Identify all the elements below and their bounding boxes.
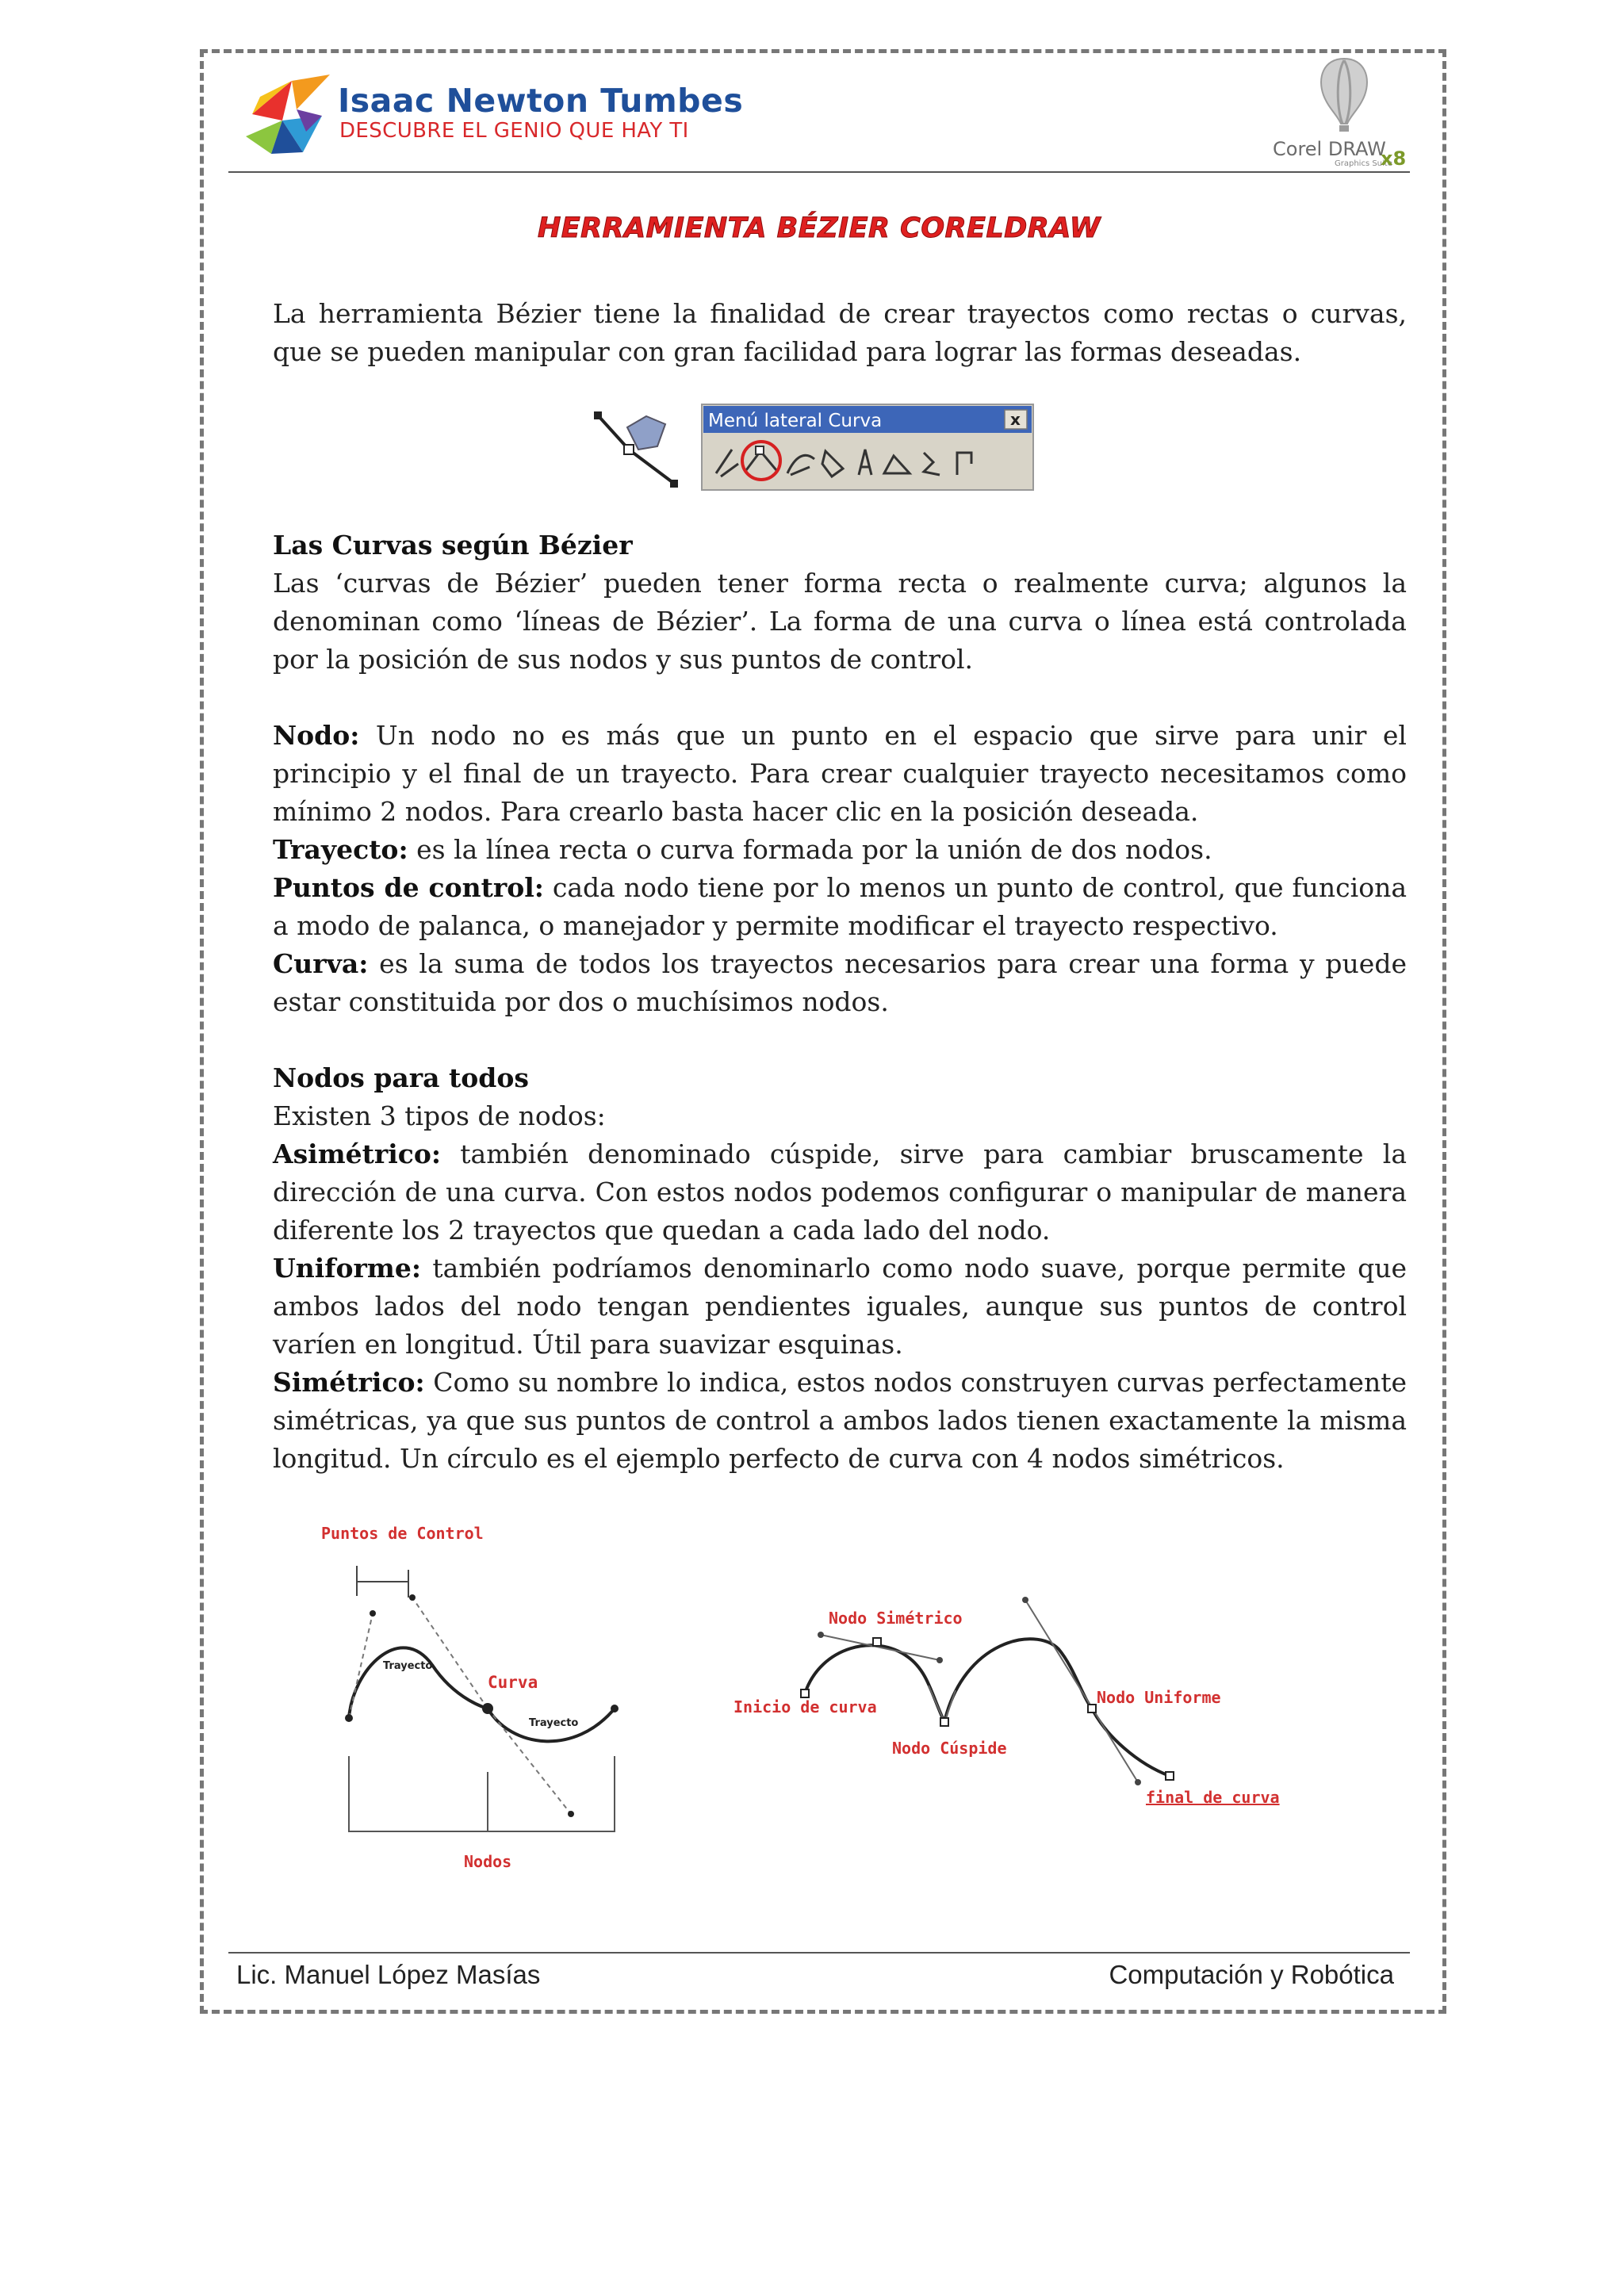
section-curvas-body: Las ‘curvas de Bézier’ pueden tener forma recta o realmente curva; algunos la denominan como ‘líneas de Bézier’. La forma de una curva o línea está controlada por la posición de sus nodos y sus puntos de control.: [273, 568, 1407, 675]
node-point: [345, 1714, 353, 1722]
section-nodos: [273, 1059, 1407, 1478]
label-final-curva: final de curva: [1146, 1788, 1280, 1807]
node-point: [1088, 1705, 1096, 1712]
label-trayecto-2: Trayecto: [529, 1717, 579, 1729]
intro-paragraph: La herramienta Bézier tiene la finalidad de crear trayectos como rectas o curvas, que se pueden manipular con gran facilidad para lograr las formas deseadas.: [273, 298, 1407, 367]
section-nodos-intro: Existen 3 tipos de nodos:: [273, 1100, 606, 1131]
corel-logo-sub: Graphics Suite: [1335, 159, 1392, 168]
label-trayecto-1: Trayecto: [383, 1660, 433, 1672]
node-types-diagram: [726, 1578, 1328, 1816]
document-title: HERRAMIENTA BÉZIER CORELDRAW: [537, 212, 1101, 244]
bezier-tool-icon: [594, 411, 678, 488]
node-type-simetrico: Simétrico: Como su nombre lo indica, estos nodos construyen curvas perfectamente simétricas, ya que sus puntos de control a ambos lados tienen exactamente la misma longitud. Un círculo es el ejemplo perfecto de curva con 4 nodos simétricos.: [273, 1367, 1407, 1474]
label-nodo-cuspide: Nodo Cúspide: [892, 1739, 1007, 1758]
school-logo-icon: [236, 65, 347, 160]
definition-puntos-control: Puntos de control: cada nodo tiene por lo menos un punto de control, que funciona a modo de palanca, o manejador y permite modificar el trayecto respectivo.: [273, 872, 1407, 941]
section-curvas-heading: Las Curvas según Bézier: [273, 530, 633, 561]
brand-name: Isaac Newton Tumbes: [338, 82, 744, 120]
coreldraw-logo: [1273, 55, 1423, 174]
control-point: [409, 1594, 416, 1601]
definition-curva: Curva: es la suma de todos los trayectos necesarios para crear una forma y puede estar constituida por dos o muchísimos nodos.: [273, 948, 1407, 1017]
toolbar-title: Menú lateral Curva: [708, 411, 883, 431]
svg-text:x: x: [1010, 410, 1021, 429]
node-type-uniforme: Uniforme: también podríamos denominarlo como nodo suave, porque permite que ambos lados del nodo tengan pendientes iguales, aunque sus puntos de control varíen en longitud. Útil para suavizar esquinas.: [273, 1253, 1407, 1360]
node-point: [1166, 1772, 1174, 1780]
node-point: [611, 1705, 619, 1712]
definitions-block: [273, 717, 1407, 1021]
label-puntos-control: Puntos de Control: [321, 1524, 484, 1543]
label-nodo-simetrico: Nodo Simétrico: [829, 1609, 963, 1628]
node-type-asimetrico: Asimétrico: también denominado cúspide, sirve para cambiar bruscamente la dirección de una curva. Con estos nodos podemos configurar o manipular de manera diferente los 2 trayectos que quedan a cada lado del nodo.: [273, 1138, 1407, 1246]
curve-toolbar-illustration: [591, 400, 1035, 496]
definition-trayecto: Trayecto: es la línea recta o curva formada por la unión de dos nodos.: [273, 834, 1212, 865]
section-curvas: [273, 526, 1407, 679]
label-curva: Curva: [488, 1673, 538, 1692]
definition-nodo: Nodo: Un nodo no es más que un punto en el espacio que sirve para unir el principio y el final de un trayecto. Para crear cualquier trayecto necesitamos como mínimo 2 nodos. Para crearlo basta hacer clic en la posición deseada.: [273, 720, 1407, 827]
label-inicio-curva: Inicio de curva: [733, 1697, 877, 1716]
control-point: [370, 1610, 376, 1617]
footer-author: Lic. Manuel López Masías: [236, 1960, 541, 1989]
label-nodos: Nodos: [464, 1852, 512, 1871]
corel-logo-version: x8: [1381, 147, 1407, 170]
node-point: [940, 1718, 948, 1726]
balloon-icon: [1312, 55, 1376, 135]
control-point: [568, 1811, 574, 1817]
section-nodos-heading: Nodos para todos: [273, 1062, 529, 1093]
header-divider: [228, 171, 1410, 173]
node-point: [801, 1689, 809, 1697]
bezier-parts-diagram: [313, 1518, 670, 1883]
label-nodo-uniforme: Nodo Uniforme: [1097, 1688, 1221, 1707]
node-point: [482, 1703, 493, 1714]
footer-divider: [228, 1952, 1410, 1954]
brand-tagline: DESCUBRE EL GENIO QUE HAY TI: [339, 119, 689, 143]
toolbar-close-button[interactable]: [1005, 410, 1027, 429]
footer-course: Computación y Robótica: [1109, 1960, 1394, 1989]
corel-logo-text: Corel DRAW: [1273, 138, 1386, 160]
node-point: [873, 1638, 881, 1646]
